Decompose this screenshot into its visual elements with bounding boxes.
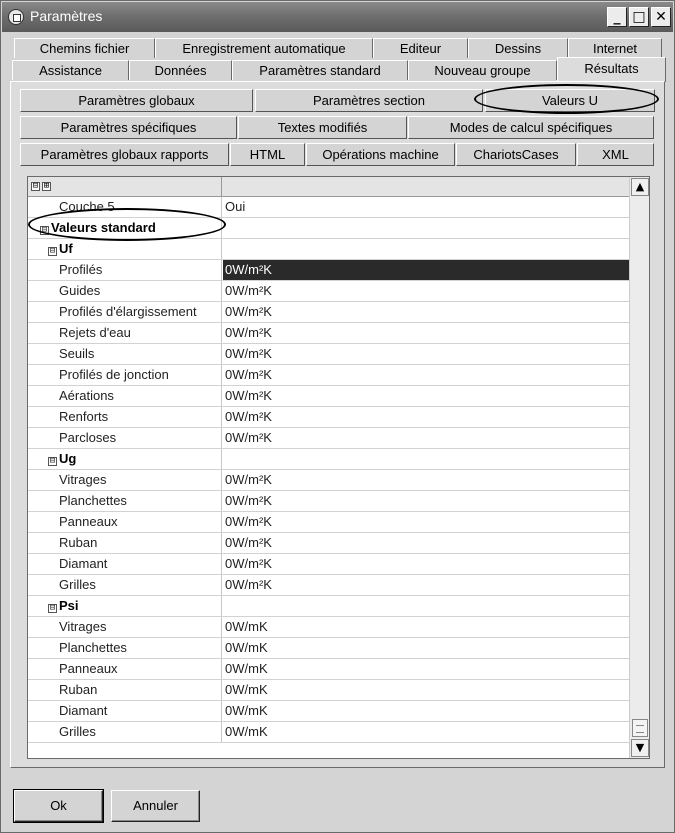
- row-label-text: Renforts: [59, 409, 109, 424]
- subtab-xml[interactable]: XML: [577, 143, 654, 166]
- subtab-html[interactable]: HTML: [230, 143, 305, 166]
- row-label-text: Ruban: [59, 682, 98, 697]
- app-icon: [8, 9, 24, 25]
- row-value[interactable]: [223, 239, 630, 259]
- grid-group-row[interactable]: [28, 449, 630, 470]
- row-label: [28, 491, 222, 511]
- grid-row[interactable]: [28, 722, 630, 743]
- row-value[interactable]: 0W/m²K: [225, 535, 272, 550]
- row-value[interactable]: Oui: [225, 199, 246, 214]
- expand-all-icon[interactable]: ⊞: [43, 181, 50, 191]
- grid-row[interactable]: [28, 554, 630, 575]
- row-label: [28, 344, 222, 364]
- subtab-valeurs-u[interactable]: Valeurs U: [485, 89, 655, 112]
- row-value[interactable]: 0W/m²K: [225, 367, 272, 382]
- grid-row[interactable]: [28, 512, 630, 533]
- row-value[interactable]: 0W/m²K: [225, 430, 272, 445]
- subtab-parametres-globaux[interactable]: Paramètres globaux: [20, 89, 253, 112]
- row-label: [28, 302, 222, 322]
- row-label: [28, 386, 222, 406]
- row-value[interactable]: 0W/mK: [225, 724, 268, 739]
- tab-editeur[interactable]: Editeur: [373, 38, 468, 58]
- scroll-down-icon[interactable]: ▼: [631, 739, 649, 757]
- row-label-text: Profilés d'élargissement: [59, 304, 197, 319]
- grid-row[interactable]: [28, 260, 630, 281]
- row-label-text: Couche 5: [59, 199, 115, 214]
- row-value[interactable]: 0W/m²K: [225, 556, 272, 571]
- row-label: [28, 428, 222, 448]
- row-value[interactable]: [223, 449, 630, 469]
- collapse-toggle-icon[interactable]: ⊟: [49, 603, 56, 613]
- row-value[interactable]: 0W/m²K: [225, 325, 272, 340]
- grid-header-name-column: [28, 177, 222, 197]
- grid-row[interactable]: [28, 680, 630, 701]
- row-label: [28, 659, 222, 679]
- grid-row[interactable]: [28, 617, 630, 638]
- row-label-text: Grilles: [59, 724, 96, 739]
- row-label-text: Ug: [59, 451, 77, 466]
- row-label-text: Rejets d'eau: [59, 325, 131, 340]
- row-label-text: Planchettes: [59, 493, 127, 508]
- subtab-textes-modifies[interactable]: Textes modifiés: [238, 116, 407, 139]
- subtab-parametres-globaux-rapports[interactable]: Paramètres globaux rapports: [20, 143, 229, 166]
- row-label-text: Valeurs standard: [51, 220, 156, 235]
- row-value[interactable]: 0W/m²K: [225, 283, 272, 298]
- row-label: [28, 512, 222, 532]
- row-label: [28, 470, 222, 490]
- row-label: [28, 680, 222, 700]
- collapse-toggle-icon[interactable]: ⊟: [49, 246, 56, 256]
- row-label-text: Vitrages: [59, 619, 107, 634]
- row-label: [28, 407, 222, 427]
- row-label-text: Vitrages: [59, 472, 107, 487]
- row-value[interactable]: 0W/m²K: [225, 346, 272, 361]
- grid-row[interactable]: [28, 638, 630, 659]
- vertical-scrollbar[interactable]: [629, 177, 649, 758]
- row-label-text: Diamant: [59, 703, 108, 718]
- grid-group-row[interactable]: [28, 596, 630, 617]
- row-label: [28, 323, 222, 343]
- subtab-chariots-cases[interactable]: ChariotsCases: [456, 143, 576, 166]
- grid-row[interactable]: [28, 344, 630, 365]
- grid-row[interactable]: [28, 659, 630, 680]
- row-label: [28, 281, 222, 301]
- row-label-text: Aérations: [59, 388, 114, 403]
- row-label-text: Ruban: [59, 535, 98, 550]
- ok-button[interactable]: Ok: [14, 790, 103, 822]
- tab-resultats[interactable]: Résultats: [557, 57, 666, 82]
- row-label-text: Parcloses: [59, 430, 117, 445]
- row-label-text: Profilés: [59, 262, 103, 277]
- row-value[interactable]: 0W/m²K: [225, 514, 272, 529]
- row-label-text: Grilles: [59, 577, 96, 592]
- row-value[interactable]: 0W/m²K: [225, 304, 272, 319]
- row-label-text: Panneaux: [59, 661, 118, 676]
- row-label: [28, 449, 222, 469]
- row-label: [28, 239, 222, 259]
- tab-internet[interactable]: Internet: [568, 38, 662, 58]
- grid-row[interactable]: [28, 365, 630, 386]
- row-label: [28, 260, 222, 280]
- row-label: [28, 575, 222, 595]
- grid-row[interactable]: [28, 533, 630, 554]
- row-label: [28, 701, 222, 721]
- grid-row[interactable]: [28, 491, 630, 512]
- row-label: [28, 218, 222, 238]
- tab-dessins[interactable]: Dessins: [468, 38, 568, 58]
- row-value[interactable]: 0W/m²K: [225, 388, 272, 403]
- row-value[interactable]: [223, 218, 630, 238]
- row-value[interactable]: 0W/mK: [225, 619, 268, 634]
- property-grid[interactable]: [27, 176, 650, 759]
- row-label: [28, 365, 222, 385]
- row-label-text: Planchettes: [59, 640, 127, 655]
- minimize-icon[interactable]: _: [607, 7, 627, 27]
- grid-row[interactable]: [28, 470, 630, 491]
- grid-row[interactable]: [28, 407, 630, 428]
- row-label: [28, 638, 222, 658]
- tab-enregistrement-automatique[interactable]: Enregistrement automatique: [155, 38, 373, 58]
- grid-row[interactable]: [28, 575, 630, 596]
- collapse-toggle-icon[interactable]: ⊟: [49, 456, 56, 466]
- tab-chemins-fichier[interactable]: Chemins fichier: [14, 38, 155, 58]
- scroll-up-icon[interactable]: ▲: [631, 178, 649, 196]
- row-value[interactable]: [223, 596, 630, 616]
- row-label-text: Diamant: [59, 556, 108, 571]
- tab-nouveau-groupe[interactable]: Nouveau groupe: [408, 60, 557, 80]
- row-label-text: Seuils: [59, 346, 95, 361]
- grid-group-row[interactable]: [28, 239, 630, 260]
- grid-row[interactable]: [28, 281, 630, 302]
- scroll-thumb[interactable]: [632, 719, 648, 737]
- grid-header: [28, 177, 630, 197]
- cancel-button[interactable]: Annuler: [111, 790, 200, 822]
- tab-assistance[interactable]: Assistance: [12, 60, 129, 80]
- row-label: [28, 533, 222, 553]
- subtab-modes-de-calcul-specifiques[interactable]: Modes de calcul spécifiques: [408, 116, 654, 139]
- row-label: [28, 596, 222, 616]
- close-icon[interactable]: ✕: [651, 7, 671, 27]
- window-title: Paramètres: [30, 8, 103, 24]
- row-label: [28, 197, 222, 217]
- row-label-text: Psi: [59, 598, 79, 613]
- tab-donnees[interactable]: Données: [129, 60, 232, 80]
- tab-parametres-standard[interactable]: Paramètres standard: [232, 60, 408, 80]
- row-value[interactable]: 0W/m²K: [225, 577, 272, 592]
- row-value[interactable]: 0W/mK: [225, 661, 268, 676]
- maximize-icon[interactable]: □: [629, 7, 649, 27]
- row-value[interactable]: 0W/m²K: [225, 409, 272, 424]
- grid-row[interactable]: [28, 428, 630, 449]
- row-value[interactable]: 0W/mK: [225, 640, 268, 655]
- row-value[interactable]: 0W/mK: [225, 682, 268, 697]
- row-label: [28, 722, 222, 742]
- row-label-text: Guides: [59, 283, 101, 298]
- row-value[interactable]: 0W/m²K: [223, 260, 630, 280]
- row-label-text: Profilés de jonction: [59, 367, 169, 382]
- collapse-toggle-icon[interactable]: ⊟: [41, 225, 48, 235]
- row-value[interactable]: 0W/mK: [225, 703, 268, 718]
- collapse-all-icon[interactable]: ⊟: [32, 181, 39, 191]
- grid-row[interactable]: [28, 302, 630, 323]
- row-value[interactable]: 0W/m²K: [225, 472, 272, 487]
- subtab-parametres-section[interactable]: Paramètres section: [255, 89, 483, 112]
- row-label: [28, 554, 222, 574]
- title-bar[interactable]: [2, 2, 673, 32]
- grid-row[interactable]: [28, 197, 630, 218]
- row-label-text: Panneaux: [59, 514, 118, 529]
- subtab-operations-machine[interactable]: Opérations machine: [306, 143, 455, 166]
- grid-group-row[interactable]: [28, 218, 630, 239]
- grid-row[interactable]: [28, 386, 630, 407]
- grid-row[interactable]: [28, 701, 630, 722]
- grid-row[interactable]: [28, 323, 630, 344]
- row-value[interactable]: 0W/m²K: [225, 493, 272, 508]
- subtab-parametres-specifiques[interactable]: Paramètres spécifiques: [20, 116, 237, 139]
- row-label-text: Uf: [59, 241, 73, 256]
- row-label: [28, 617, 222, 637]
